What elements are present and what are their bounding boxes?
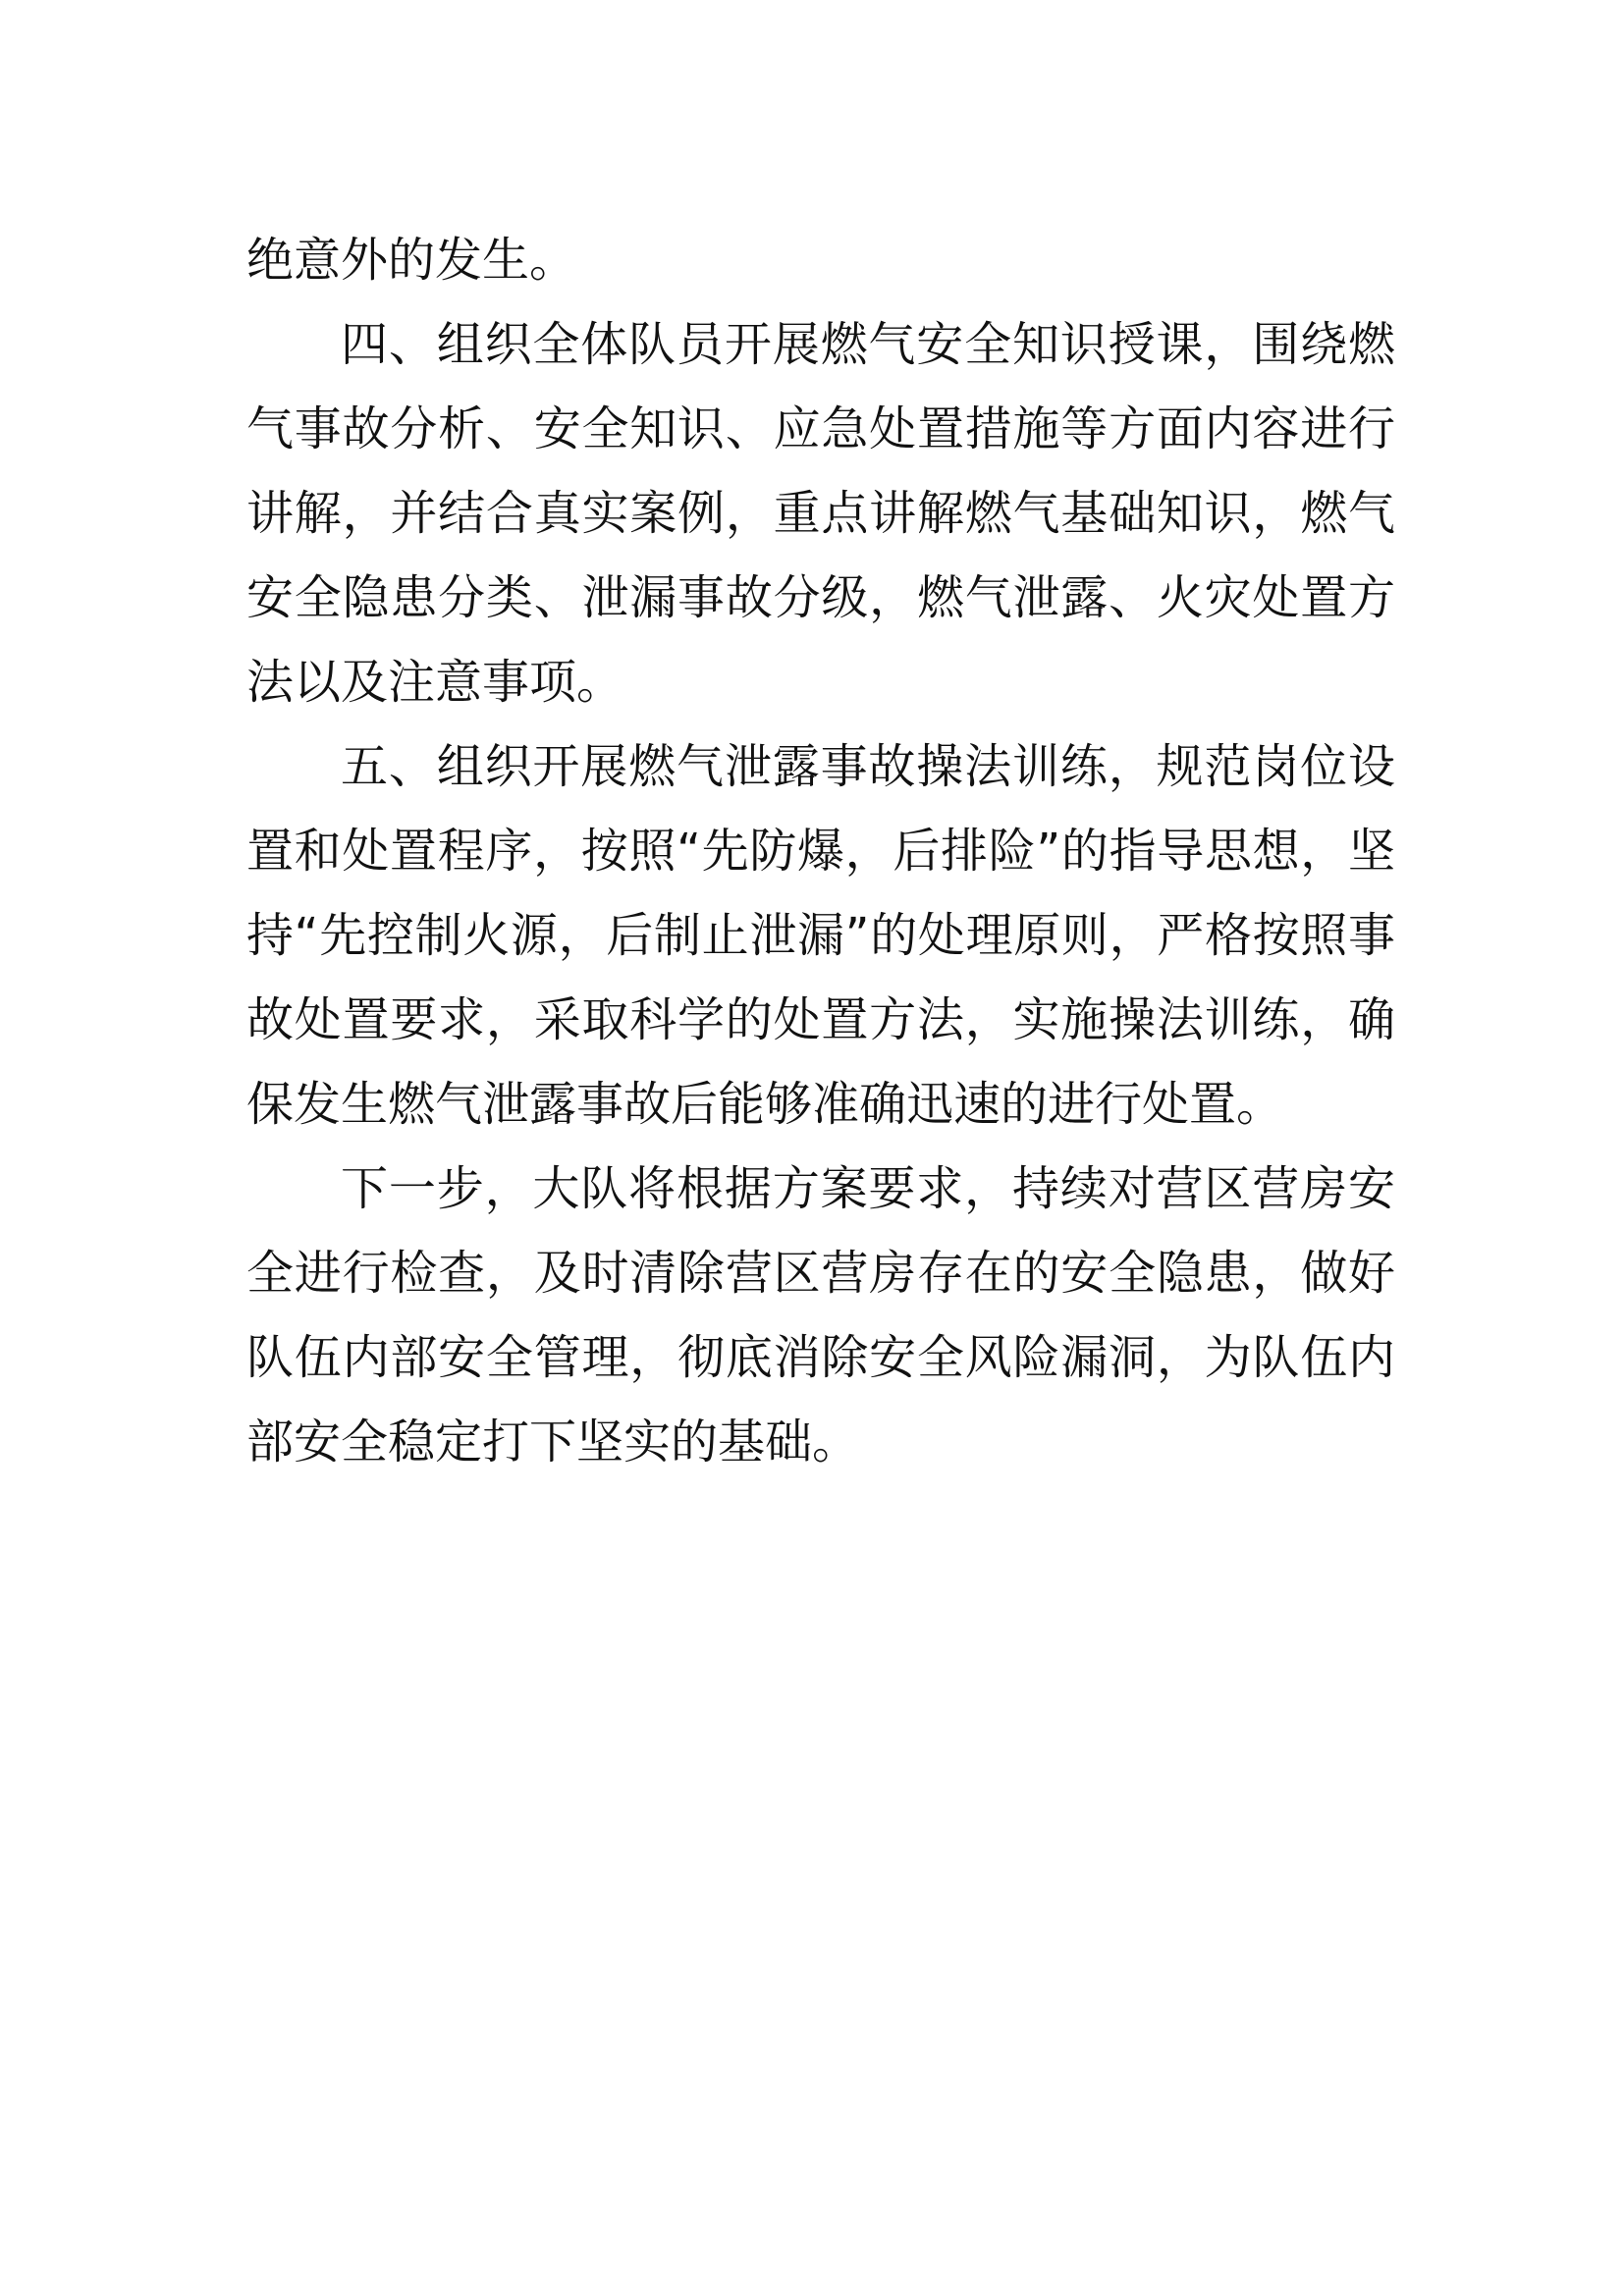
paragraph-next-step: 下一步，大队将根据方案要求，持续对营区营房安全进行检查，及时清除营区营房存在的安全隐患，做好队伍内部安全管理，彻底消除安全风险漏洞，为队伍内部安全稳定打下坚实的基础。: [246, 1161, 1395, 1469]
paragraph-item-four: 四、组织全体队员开展燃气安全知识授课，围绕燃气事故分析、安全知识、应急处置措施等方面内容进行讲解，并结合真实案例，重点讲解燃气基础知识，燃气安全隐患分类、泄漏事故分级，燃气泄露、火灾处置方法以及注意事项。: [246, 317, 1395, 710]
document-body: [246, 218, 1395, 1484]
paragraph-continuation: 绝意外的发生。: [246, 233, 577, 288]
paragraph-item-five: 五、组织开展燃气泄露事故操法训练，规范岗位设置和处置程序，按照“先防爆，后排险”的指导思想，坚持“先控制火源，后制止泄漏”的处理原则，严格按照事故处置要求，采取科学的处置方法，实施操法训练，确保发生燃气泄露事故后能够准确迅速的进行处置。: [246, 739, 1395, 1132]
